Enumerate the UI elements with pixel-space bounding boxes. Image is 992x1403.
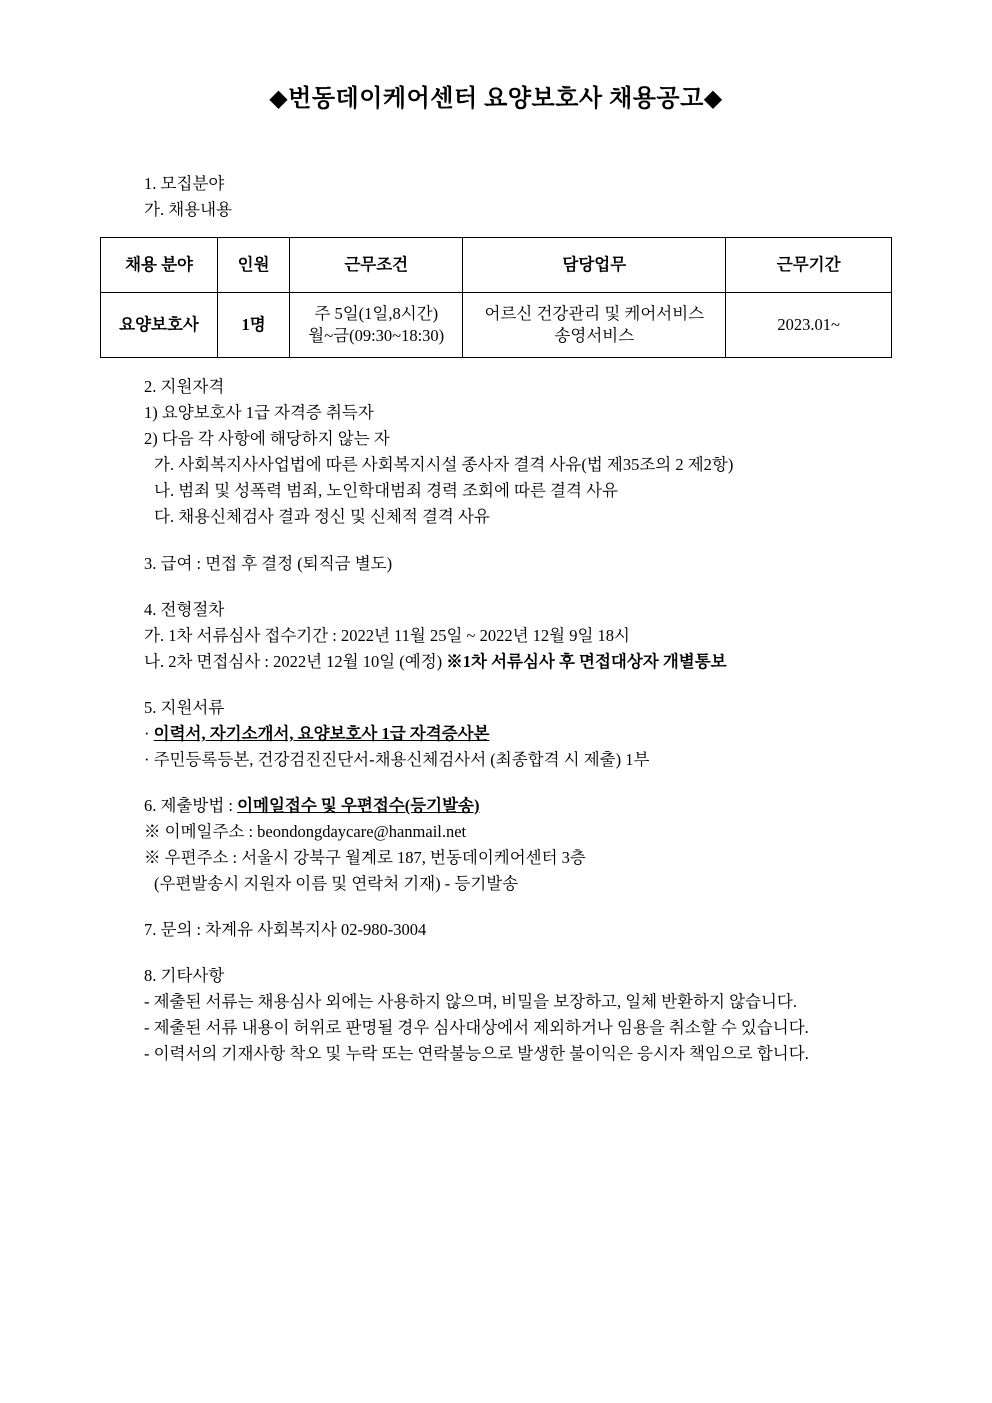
table-row: [101, 293, 892, 358]
cell-duty: [463, 293, 726, 358]
process-item-2-text: 나. 2차 면접심사 : 2022년 12월 10일 (예정): [144, 651, 447, 671]
submission-heading-bold: 이메일접수 및 우편접수(등기발송): [237, 795, 480, 815]
cell-field: 요양보호사: [101, 293, 218, 358]
cell-duty-line2: 송영서비스: [554, 326, 635, 346]
spacer: [100, 897, 892, 917]
contact-heading: 7. 문의 : 차계유 사회복지사 02-980-3004: [144, 920, 427, 940]
cell-count: 1명: [218, 293, 290, 358]
section-documents: [100, 695, 892, 773]
etc-heading: 8. 기타사항: [144, 966, 225, 986]
submission-address: ※ 우편주소 : 서울시 강북구 월계로 187, 번동데이케어센터 3층: [144, 848, 586, 868]
etc-item-1: - 제출된 서류는 채용심사 외에는 사용하지 않으며, 비밀을 보장하고, 일체 반환하지 않습니다.: [144, 992, 797, 1012]
documents-item-1-bold: 이력서, 자기소개서, 요양보호사 1급 자격증사본: [153, 723, 490, 743]
recruit-field-subheading: 가. 채용내용: [144, 200, 232, 220]
qualification-item-2: 2) 다음 각 사항에 해당하지 않는 자: [144, 429, 390, 449]
table-header-duty: 담당업무: [463, 238, 726, 293]
section-submission: [100, 793, 892, 897]
process-heading: 4. 전형절차: [144, 599, 225, 619]
cell-term: 2023.01~: [726, 293, 892, 358]
table-header-field: 채용 분야: [101, 238, 218, 293]
etc-item-2: - 제출된 서류 내용이 허위로 판명될 경우 심사대상에서 제외하거나 임용을 취소할 수 있습니다.: [144, 1018, 809, 1038]
section-salary: [100, 551, 892, 577]
table-header-count: 인원: [218, 238, 290, 293]
recruit-table: [100, 237, 892, 358]
process-item-1: 가. 1차 서류심사 접수기간 : 2022년 11월 25일 ~ 2022년 12월 9일 18시: [144, 625, 630, 645]
cell-duty-line1: 어르신 건강관리 및 케어서비스: [484, 303, 705, 323]
table-header-row: [101, 238, 892, 293]
spacer: [100, 773, 892, 793]
section-qualification: [100, 374, 892, 530]
qualification-item-1: 1) 요양보호사 1급 자격증 취득자: [144, 403, 374, 423]
salary-heading: 3. 급여 : 면접 후 결정 (퇴직금 별도): [144, 553, 393, 573]
documents-item-1: [100, 721, 892, 747]
documents-item-2: · 주민등록등본, 건강검진진단서-채용신체검사서 (최종합격 시 제출) 1부: [144, 749, 650, 769]
recruit-field-heading: 1. 모집분야: [144, 174, 225, 193]
documents-heading: 5. 지원서류: [144, 697, 225, 717]
process-item-2: [100, 649, 892, 675]
cell-condition-line1: 주 5일(1일,8시간): [314, 303, 439, 323]
qualification-item-2c: 다. 채용신체검사 결과 정신 및 신체적 결격 사유: [154, 507, 490, 527]
cell-condition-line2: 월~금(09:30~18:30): [308, 326, 445, 346]
etc-item-3: - 이력서의 기재사항 착오 및 누락 또는 연락불능으로 발생한 불이익은 응시자 책임으로 합니다.: [144, 1044, 809, 1064]
submission-heading: [100, 793, 892, 819]
spacer: [100, 943, 892, 963]
cell-condition: [290, 293, 463, 358]
qualification-heading: 2. 지원자격: [144, 377, 225, 397]
table-header-condition: 근무조건: [290, 238, 463, 293]
submission-address-note: (우편발송시 지원자 이름 및 연락처 기재) - 등기발송: [154, 874, 519, 894]
documents-item-1-prefix: ·: [144, 723, 154, 743]
page-title: ◆번동데이케어센터 요양보호사 채용공고◆: [269, 86, 723, 112]
section-contact: [100, 917, 892, 943]
spacer: [100, 577, 892, 597]
table-header-term: 근무기간: [726, 238, 892, 293]
process-item-2-note: ※1차 서류심사 후 면접대상자 개별통보: [446, 651, 727, 671]
qualification-item-2b: 나. 범죄 및 성폭력 범죄, 노인학대범죄 경력 조회에 따른 결격 사유: [154, 481, 618, 501]
spacer: [100, 531, 892, 551]
section-process: [100, 597, 892, 675]
section-etc: [100, 963, 892, 1067]
qualification-item-2a: 가. 사회복지사사업법에 따른 사회복지시설 종사자 결격 사유(법 제35조의 2 제2항): [154, 455, 734, 475]
submission-heading-prefix: 6. 제출방법 :: [144, 795, 238, 815]
spacer: [100, 675, 892, 695]
submission-email: ※ 이메일주소 : beondongdaycare@hanmail.net: [144, 822, 467, 841]
section-recruit-field: [100, 171, 892, 358]
